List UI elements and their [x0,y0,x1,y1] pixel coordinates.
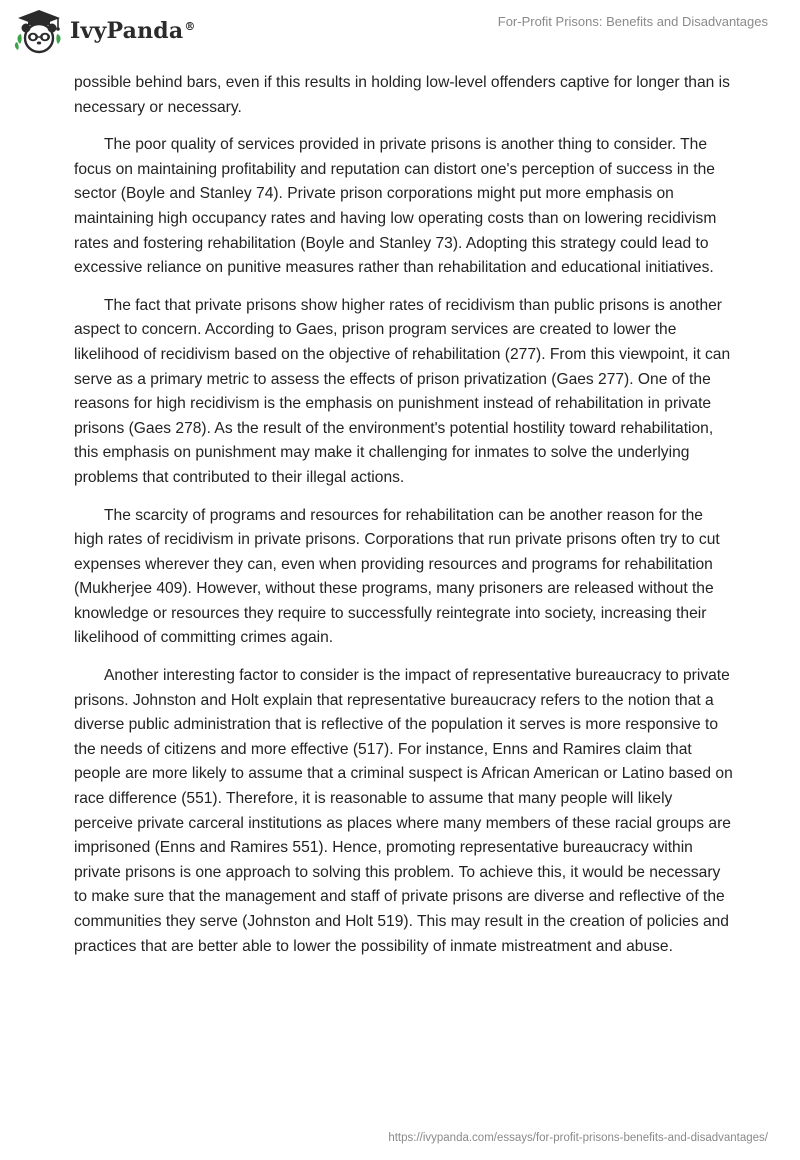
paragraph: The scarcity of programs and resources for rehabilitation can be another reason for the high rates of recidivism in private prisons. Corporations that run private prisons often try to cut expenses wherever they can, even when providing resources and programs for rehabilitation (Mukherjee 409). However, without these programs, many prisoners are released without the knowledge or resources they require to successfully reintegrate into society, increasing their likelihood of committing crimes again. [74,506,720,647]
paragraph: Another interesting factor to consider is the impact of representative bureaucracy to private prisons. Johnston and Holt explain that representative bureaucracy refers to the notion that a diverse public administration that is reflective of the population it serves is more responsive to the needs of citizens and more effective (517). For instance, Enns and Ramires claim that people are more likely to assume that a criminal suspect is African American or Latino based on race difference (551). Therefore, it is reasonable to assume that many people will likely perceive private carceral institutions as places where many members of these racial groups are imprisoned (Enns and Ramires 551). Hence, promoting representative bureaucracy within private prisons is one approach to solving this problem. To achieve this, it would be necessary to make sure that the management and staff of private prisons are diverse and reflective of the communities they serve (Johnston and Holt 519). This may result in the creation of policies and practices that are better able to lower the possibility of inmate mistreatment and abuse. [74,667,733,955]
footer-url[interactable]: https://ivypanda.com/essays/for-profit-prisons-benefits-and-disadvantages/ [388,1132,768,1144]
panda-graduate-icon [14,8,64,54]
paragraph: possible behind bars, even if this results in holding low-level offenders captive for longer than is necessary or necessary. [74,74,730,116]
paragraph: The poor quality of services provided in private prisons is another thing to consider. The focus on maintaining profitability and reputation can distort one's perception of success in the sector (Boyle and Stanley 74). Private prison corporations might put more emphasis on maintaining high occupancy rates and having low operating costs than on lowering recidivism rates and fostering rehabilitation (Boyle and Stanley 73). Adopting this strategy could lead to excessive reliance on punitive measures rather than rehabilitation and educational initiatives. [74,136,717,277]
ivypanda-logo[interactable] [14,8,196,54]
registered-mark: ® [184,19,196,33]
essay-body [74,71,734,972]
page-header [0,0,800,70]
logo-text: IvyPanda® [70,18,196,44]
document-title: For-Profit Prisons: Benefits and Disadvantages [497,14,768,29]
paragraph: The fact that private prisons show higher rates of recidivism than public prisons is another aspect to concern. According to Gaes, prison program services are created to lower the likelihood of recidivism based on the objective of rehabilitation (277). From this viewpoint, it can serve as a primary metric to assess the effects of prison privatization (Gaes 277). One of the reasons for high recidivism is the emphasis on punishment instead of rehabilitation in private prisons (Gaes 278). As the result of the environment's potential hostility toward rehabilitation, this emphasis on punishment may make it challenging for inmates to solve the underlying problems that contributed to their illegal actions. [74,296,731,486]
